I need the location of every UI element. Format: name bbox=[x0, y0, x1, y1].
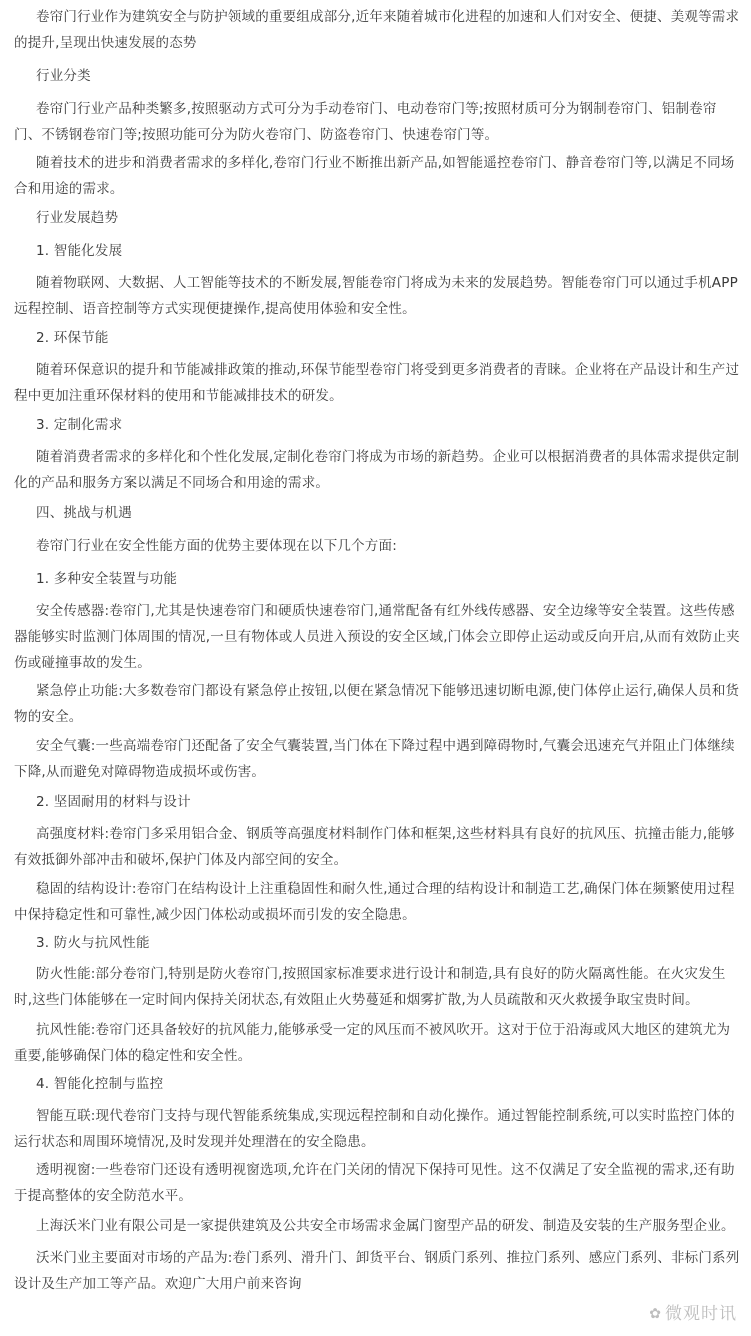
paragraph: 卷帘门行业在安全性能方面的优势主要体现在以下几个方面: bbox=[36, 538, 397, 554]
paragraph: 随着消费者需求的多样化和个性化发展,定制化卷帘门将成为市场的新趋势。企业可以根据消费者的具体需求提供定制化的产品和服务方案以满足不同场合和用途的需求。 bbox=[14, 449, 740, 491]
paragraph: 卷帘门行业产品种类繁多,按照驱动方式可分为手动卷帘门、电动卷帘门等;按照材质可分为钢制卷帘门、铝制卷帘门、不锈钢卷帘门等;按照功能可分为防火卷帘门、防盗卷帘门、快速卷帘门等。 bbox=[14, 101, 717, 143]
section-heading: 行业发展趋势 bbox=[36, 210, 119, 226]
weibo-icon: ✿ bbox=[649, 1306, 662, 1322]
subheading: 2. 坚固耐用的材料与设计 bbox=[36, 794, 191, 810]
paragraph: 随着环保意识的提升和节能减排政策的推动,环保节能型卷帘门将受到更多消费者的青睐。企业将在产品设计和生产过程中更加注重环保材料的使用和节能减排技术的研发。 bbox=[14, 362, 740, 404]
paragraph: 透明视窗:一些卷帘门还设有透明视窗选项,允许在门关闭的情况下保持可见性。这不仅满足了安全监视的需求,还有助于提高整体的安全防范水平。 bbox=[14, 1162, 735, 1204]
watermark bbox=[649, 1299, 737, 1324]
subheading: 1. 智能化发展 bbox=[36, 243, 123, 259]
subheading: 2. 环保节能 bbox=[36, 330, 109, 346]
paragraph: 安全传感器:卷帘门,尤其是快速卷帘门和硬质快速卷帘门,通常配备有红外线传感器、安全边缘等安全装置。这些传感器能够实时监测门体周围的情况,一旦有物体或人员进入预设的安全区域,门体会立即停止运动或反向开启,从而有效防止夹伤或碰撞事故的发生。 bbox=[14, 603, 740, 671]
paragraph: 稳固的结构设计:卷帘门在结构设计上注重稳固性和耐久性,通过合理的结构设计和制造工艺,确保门体在频繁使用过程中保持稳定性和可靠性,减少因门体松动或损坏而引发的安全隐患。 bbox=[14, 881, 735, 923]
paragraph: 随着物联网、大数据、人工智能等技术的不断发展,智能卷帘门将成为未来的发展趋势。智能卷帘门可以通过手机APP远程控制、语音控制等方式实现便捷操作,提高使用体验和安全性。 bbox=[14, 275, 738, 317]
subheading: 3. 定制化需求 bbox=[36, 417, 123, 433]
subheading: 3. 防火与抗风性能 bbox=[36, 935, 150, 951]
subheading: 1. 多种安全装置与功能 bbox=[36, 571, 178, 587]
paragraph: 随着技术的进步和消费者需求的多样化,卷帘门行业不断推出新产品,如智能遥控卷帘门、静音卷帘门等,以满足不同场合和用途的需求。 bbox=[14, 155, 735, 197]
subheading: 4. 智能化控制与监控 bbox=[36, 1076, 164, 1092]
product-paragraph: 沃米门业主要面对市场的产品为:卷门系列、滑升门、卸货平台、钢质门系列、推拉门系列、感应门系列、非标门系列设计及生产加工等产品。欢迎广大用户前来咨询 bbox=[14, 1250, 740, 1292]
paragraph: 紧急停止功能:大多数卷帘门都设有紧急停止按钮,以便在紧急情况下能够迅速切断电源,使门体停止运行,确保人员和货物的安全。 bbox=[14, 683, 740, 725]
section-heading: 四、挑战与机遇 bbox=[36, 505, 132, 521]
company-paragraph: 上海沃米门业有限公司是一家提供建筑及公共安全市场需求金属门窗型产品的研发、制造及安装的生产服务型企业。 bbox=[36, 1218, 735, 1234]
paragraph: 高强度材料:卷帘门多采用铝合金、钢质等高强度材料制作门体和框架,这些材料具有良好的抗风压、抗撞击能力,能够有效抵御外部冲击和破坏,保护门体及内部空间的安全。 bbox=[14, 826, 735, 868]
paragraph: 防火性能:部分卷帘门,特别是防火卷帘门,按照国家标准要求进行设计和制造,具有良好的防火隔离性能。在火灾发生时,这些门体能够在一定时间内保持关闭状态,有效阻止火势蔓延和烟雾扩散,为人员疏散和灭火救援争取宝贵时间。 bbox=[14, 966, 726, 1008]
paragraph: 抗风性能:卷帘门还具备较好的抗风能力,能够承受一定的风压而不被风吹开。这对于位于沿海或风大地区的建筑尤为重要,能够确保门体的稳定性和安全性。 bbox=[14, 1022, 731, 1064]
intro-paragraph: 卷帘门行业作为建筑安全与防护领域的重要组成部分,近年来随着城市化进程的加速和人们对安全、便捷、美观等需求的提升,呈现出快速发展的态势 bbox=[14, 9, 740, 51]
paragraph: 安全气囊:一些高端卷帘门还配备了安全气囊装置,当门体在下降过程中遇到障碍物时,气囊会迅速充气并阻止门体继续下降,从而避免对障碍物造成损坏或伤害。 bbox=[14, 738, 735, 780]
section-heading: 行业分类 bbox=[36, 68, 91, 84]
paragraph: 智能互联:现代卷帘门支持与现代智能系统集成,实现远程控制和自动化操作。通过智能控制系统,可以实时监控门体的运行状态和周围环境情况,及时发现并处理潜在的安全隐患。 bbox=[14, 1108, 735, 1150]
watermark-text: 微观时讯 bbox=[665, 1304, 737, 1324]
